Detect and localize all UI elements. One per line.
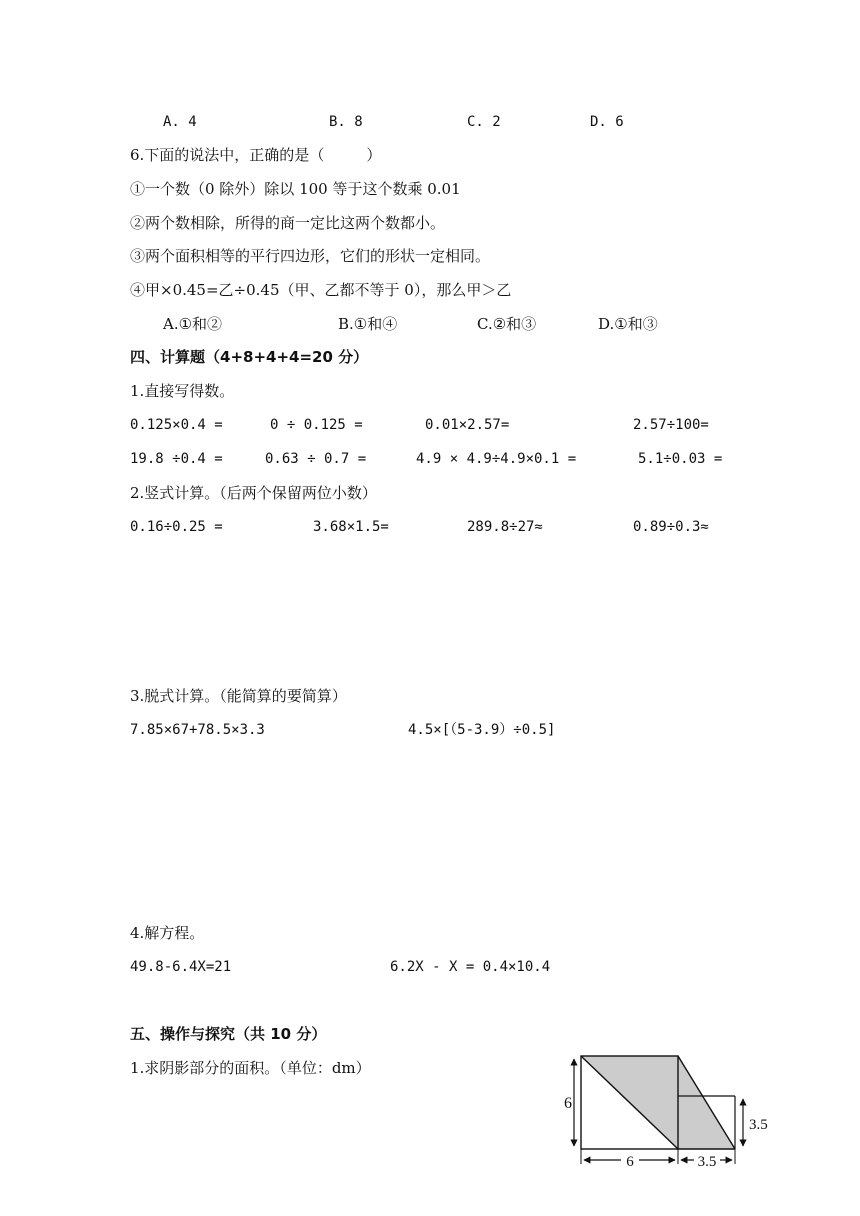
q5-option-d: D. 6: [590, 114, 624, 130]
section4-p2-title: 2.竖式计算。（后两个保留两位小数）: [130, 484, 377, 502]
oral-calc-1: 0.125×0.4 =: [130, 417, 223, 433]
section4-p1-title: 1.直接写得数。: [130, 382, 235, 400]
q6-option-b: B.①和④: [338, 315, 398, 333]
q6-stem: [130, 145, 381, 165]
q5-option-c: C. 2: [467, 114, 501, 130]
step-calc-1: 7.85×67+78.5×3.3: [130, 722, 265, 738]
equation-1: 49.8-6.4X=21: [130, 959, 232, 975]
label-height: 6: [564, 1095, 572, 1112]
equation-2: 6.2X - X = 0.4×10.4: [390, 959, 551, 975]
vertical-calc-1: 0.16÷0.25 =: [130, 519, 223, 535]
vertical-calc-4: 0.89÷0.3≈: [633, 519, 709, 535]
vertical-calc-2: 3.68×1.5=: [313, 519, 389, 535]
oral-calc-3: 0.01×2.57=: [425, 417, 510, 433]
oral-calc-4: 2.57÷100=: [633, 417, 709, 433]
q6-stem-text: 6.下面的说法中，正确的是（: [130, 146, 325, 164]
q5-option-a: A. 4: [163, 114, 197, 130]
oral-calc-6: 0.63 ÷ 0.7 =: [265, 451, 367, 467]
shaded-region: [581, 1056, 735, 1149]
section4-p4-title: 4.解方程。: [130, 924, 205, 942]
q6-statement-3: ③两个面积相等的平行四边形，它们的形状一定相同。: [130, 247, 491, 265]
q6-stem-close: ）: [366, 146, 382, 164]
q5-option-b: B. 8: [329, 114, 363, 130]
step-calc-2: 4.5×[（5-3.9）÷0.5]: [408, 722, 556, 738]
oral-calc-2: 0 ÷ 0.125 =: [270, 417, 363, 433]
oral-calc-5: 19.8 ÷0.4 =: [130, 451, 223, 467]
section5-title: 五、操作与探究（共 10 分）: [130, 1025, 327, 1043]
q6-option-c: C.②和③: [477, 315, 537, 333]
section5-p1-title: 1.求阴影部分的面积。（单位：dm）: [130, 1059, 371, 1077]
q6-statement-2: ②两个数相除，所得的商一定比这两个数都小。: [130, 214, 446, 232]
q6-statement-1: ①一个数（0 除外）除以 100 等于这个数乘 0.01: [130, 180, 461, 198]
label-right-height: 3.5: [749, 1117, 768, 1133]
q6-option-d: D.①和③: [598, 315, 658, 333]
label-bottom-left: 6: [626, 1154, 634, 1170]
section4-p3-title: 3.脱式计算。（能简算的要简算）: [130, 687, 347, 705]
oral-calc-7: 4.9 × 4.9÷4.9×0.1 =: [416, 451, 577, 467]
oral-calc-8: 5.1÷0.03 =: [638, 451, 723, 467]
label-bottom-right: 3.5: [697, 1154, 717, 1170]
q6-statement-4: ④甲×0.45=乙÷0.45（甲、乙都不等于 0），那么甲＞乙: [130, 281, 512, 299]
shaded-area-figure: [555, 1050, 770, 1175]
q6-option-a: A.①和②: [163, 315, 223, 333]
vertical-calc-3: 289.8÷27≈: [467, 519, 543, 535]
section4-title: 四、计算题（4+8+4+4=20 分）: [130, 348, 369, 366]
